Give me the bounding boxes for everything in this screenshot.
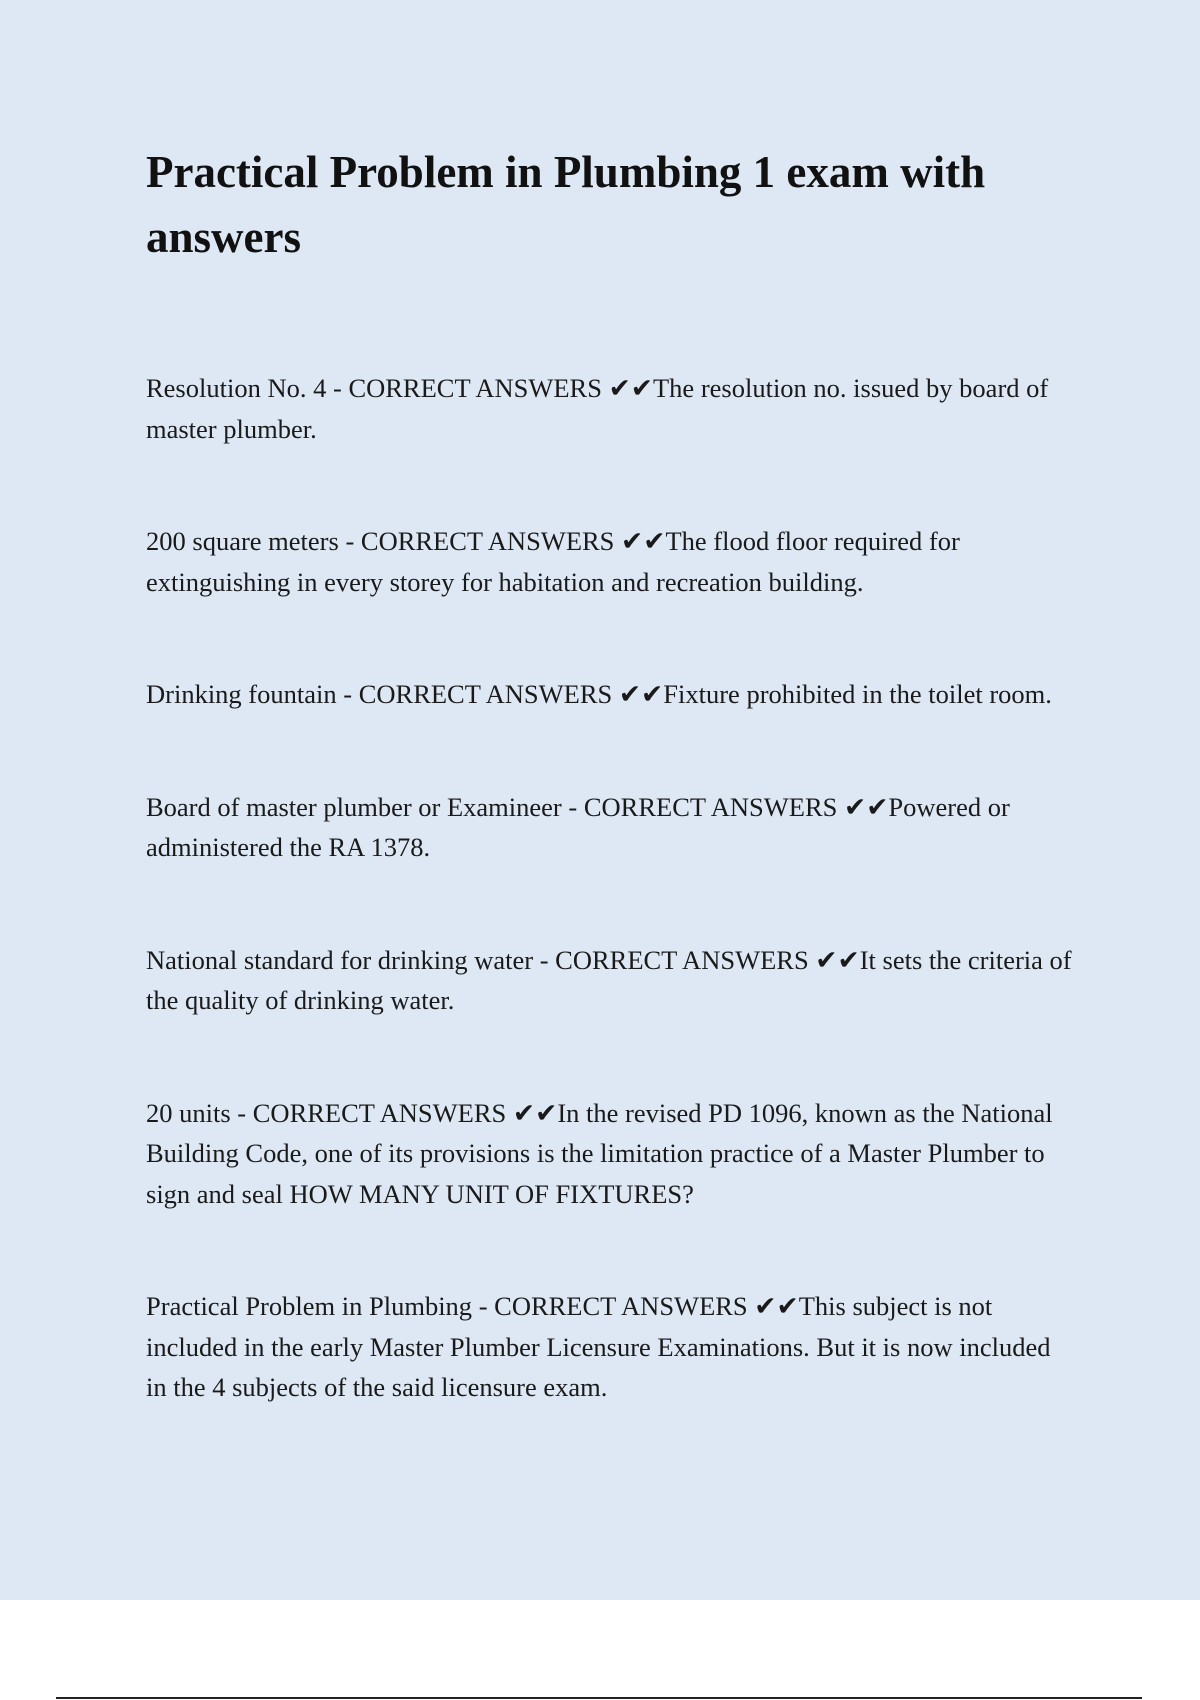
qa-list — [146, 368, 1076, 1408]
qa-item: Drinking fountain - CORRECT ANSWERS ✔✔Fixture prohibited in the toilet room. — [146, 679, 1052, 709]
qa-item: 20 units - CORRECT ANSWERS ✔✔In the revised PD 1096, known as the National Building Code, one of its provisions is the limitation practice of a Master Plumber to sign and seal HOW MANY UNIT OF FIXTURES? — [146, 1097, 1053, 1209]
qa-term: Practical Problem in Plumbing — [146, 1291, 473, 1321]
qa-term: National standard for drinking water — [146, 944, 534, 975]
qa-term: Resolution No. 4 — [146, 373, 327, 403]
qa-definition: The flood floor required for extinguishing in every storey for habitation and recreation building. — [146, 526, 960, 597]
qa-marker: CORRECT ANSWERS ✔✔ — [360, 526, 666, 556]
qa-term: 200 square meters — [146, 526, 339, 556]
qa-marker: CORRECT ANSWERS ✔✔ — [494, 1291, 799, 1321]
qa-term: Board of master plumber or Examineer — [146, 791, 562, 822]
qa-item: Resolution No. 4 - CORRECT ANSWERS ✔✔The resolution no. issued by board of master plumber. — [146, 373, 1049, 444]
qa-marker: CORRECT ANSWERS ✔✔ — [555, 944, 860, 975]
qa-definition: In the revised PD 1096, known as the National Building Code, one of its provisions is the limitation practice of a Master Plumber to sign and seal HOW MANY UNIT OF FIXTURES? — [146, 1097, 1053, 1209]
qa-item: Board of master plumber or Examineer - CORRECT ANSWERS ✔✔Powered or administered the RA 1378. — [146, 791, 1010, 862]
qa-item: 200 square meters - CORRECT ANSWERS ✔✔The flood floor required for extinguishing in every storey for habitation and recreation building. — [146, 526, 960, 597]
qa-marker: CORRECT ANSWERS ✔✔ — [358, 679, 664, 709]
qa-definition: The resolution no. issued by board of master plumber. — [146, 373, 1049, 444]
qa-definition: Powered or administered the RA 1378. — [146, 791, 1010, 862]
qa-definition: This subject is not included in the early Master Plumber Licensure Examinations. But it is now included in the 4 subjects of the said licensure exam. — [146, 1291, 1051, 1402]
footer-divider — [56, 1697, 1142, 1699]
qa-definition: Fixture prohibited in the toilet room. — [663, 679, 1052, 709]
qa-marker: CORRECT ANSWERS ✔✔ — [348, 373, 653, 403]
qa-marker: CORRECT ANSWERS ✔✔ — [583, 791, 889, 822]
qa-item: National standard for drinking water - CORRECT ANSWERS ✔✔It sets the criteria of the quality of drinking water. — [146, 944, 1072, 1015]
qa-term: Drinking fountain — [146, 679, 337, 709]
qa-term: 20 units — [146, 1097, 231, 1128]
qa-definition: It sets the criteria of the quality of drinking water. — [146, 944, 1072, 1015]
qa-marker: CORRECT ANSWERS ✔✔ — [252, 1097, 558, 1128]
document-title: Practical Problem in Plumbing 1 exam with answers — [146, 147, 986, 262]
qa-item: Practical Problem in Plumbing - CORRECT ANSWERS ✔✔This subject is not included in the early Master Plumber Licensure Examinations. But it is now included in the 4 subjects of the said licensure exam. — [146, 1291, 1051, 1402]
